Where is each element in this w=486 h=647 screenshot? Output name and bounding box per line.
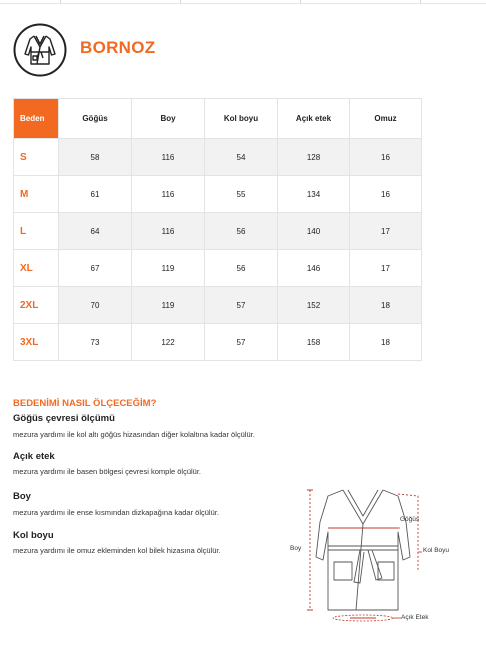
table-cell: 119 <box>132 287 205 324</box>
guide-heading-sleeve: Kol boyu <box>13 530 54 541</box>
size-label: 3XL <box>14 324 59 361</box>
table-cell: 17 <box>350 213 422 250</box>
size-label: 2XL <box>14 287 59 324</box>
header-sleeve: Kol boyu <box>205 99 278 139</box>
table-cell: 56 <box>205 250 278 287</box>
guide-text-sleeve: mezura yardımı ile omuz ekleminden kol bilek hizasına ölçülür. <box>13 546 221 555</box>
diagram-label-length: Boy <box>290 545 302 552</box>
table-cell: 116 <box>132 139 205 176</box>
table-header-row <box>14 99 422 139</box>
table-row <box>14 287 422 324</box>
size-table <box>13 98 422 361</box>
table-cell: 67 <box>59 250 132 287</box>
diagram-label-hem: Açık Etek <box>401 614 429 621</box>
table-cell: 128 <box>278 139 350 176</box>
guide-text-hem: mezura yardımı ile basen bölgesi çevresi komple ölçülür. <box>13 467 202 476</box>
table-cell: 158 <box>278 324 350 361</box>
table-row <box>14 139 422 176</box>
size-label: L <box>14 213 59 250</box>
size-label: S <box>14 139 59 176</box>
guide-heading-length: Boy <box>13 491 31 502</box>
table-cell: 57 <box>205 287 278 324</box>
bathrobe-measurement-diagram <box>288 482 458 628</box>
guide-text-length: mezura yardımı ile ense kısmından dizkapağına kadar ölçülür. <box>13 508 219 517</box>
guide-heading-chest: Göğüs çevresi ölçümü <box>13 413 115 424</box>
top-tick <box>180 0 181 4</box>
table-cell: 73 <box>59 324 132 361</box>
table-cell: 56 <box>205 213 278 250</box>
header-chest: Göğüs <box>59 99 132 139</box>
bathrobe-icon <box>13 23 67 77</box>
table-cell: 116 <box>132 176 205 213</box>
table-row <box>14 250 422 287</box>
header-length: Boy <box>132 99 205 139</box>
table-row <box>14 324 422 361</box>
table-cell: 146 <box>278 250 350 287</box>
top-divider <box>0 0 486 4</box>
guide-text-chest: mezura yardımı ile kol altı göğüs hizasından diğer kolaltına kadar ölçülür. <box>13 430 255 439</box>
page-title: BORNOZ <box>80 38 156 57</box>
table-cell: 16 <box>350 139 422 176</box>
table-cell: 122 <box>132 324 205 361</box>
table-cell: 119 <box>132 250 205 287</box>
table-cell: 58 <box>59 139 132 176</box>
table-cell: 61 <box>59 176 132 213</box>
header-shoulder: Omuz <box>350 99 422 139</box>
table-cell: 116 <box>132 213 205 250</box>
table-cell: 140 <box>278 213 350 250</box>
table-cell: 57 <box>205 324 278 361</box>
diagram-label-chest: Göğüs <box>400 516 420 523</box>
diagram-label-sleeve: Kol Boyu <box>423 547 450 554</box>
table-row <box>14 213 422 250</box>
header-size: Beden <box>14 99 59 139</box>
guide-title: BEDENİMİ NASIL ÖLÇECEĞİM? <box>13 398 157 409</box>
table-cell: 18 <box>350 287 422 324</box>
top-tick <box>300 0 301 4</box>
table-cell: 54 <box>205 139 278 176</box>
table-cell: 64 <box>59 213 132 250</box>
top-tick <box>420 0 421 4</box>
table-cell: 17 <box>350 250 422 287</box>
table-cell: 152 <box>278 287 350 324</box>
header-hem: Açık etek <box>278 99 350 139</box>
table-row <box>14 176 422 213</box>
guide-heading-hem: Açık etek <box>13 451 55 462</box>
table-cell: 18 <box>350 324 422 361</box>
size-label: XL <box>14 250 59 287</box>
table-cell: 55 <box>205 176 278 213</box>
table-cell: 16 <box>350 176 422 213</box>
table-cell: 70 <box>59 287 132 324</box>
size-label: M <box>14 176 59 213</box>
table-cell: 134 <box>278 176 350 213</box>
top-tick <box>60 0 61 4</box>
